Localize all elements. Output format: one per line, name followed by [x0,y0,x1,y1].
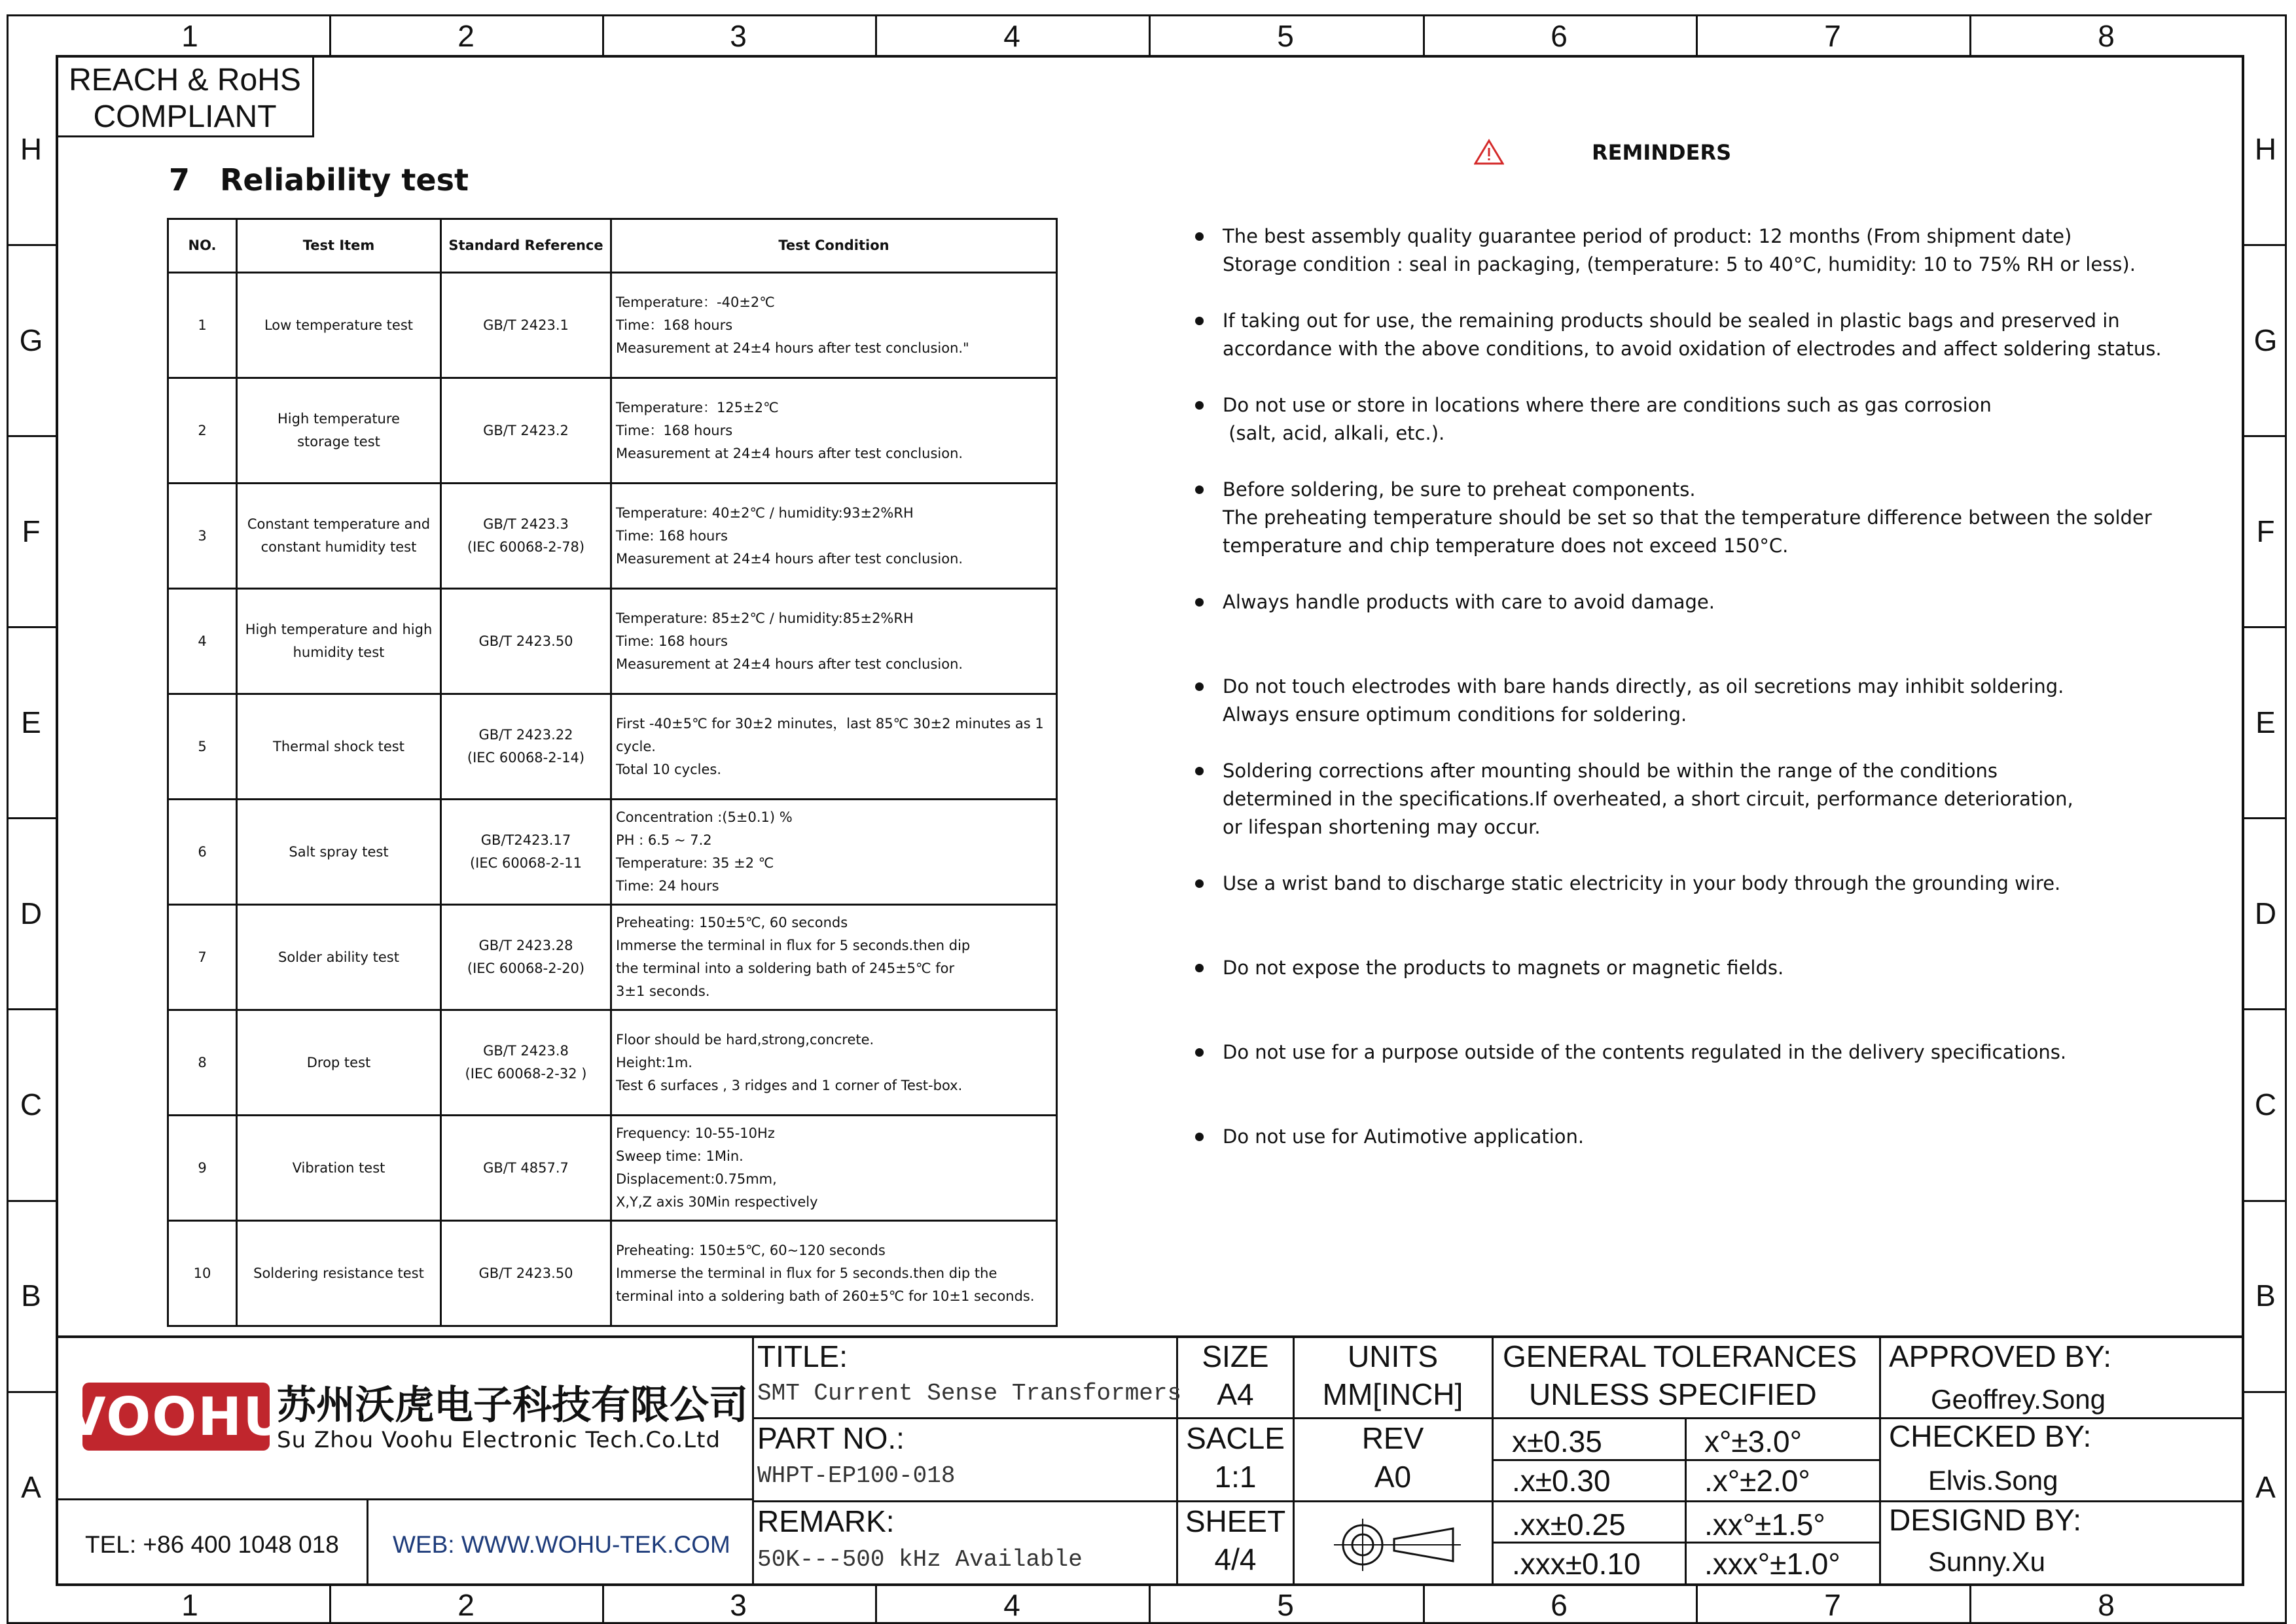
reminder-text: Soldering corrections after mounting should be within the range of the conditions determined in the specifications.If overheated, a short circuit, performance deterioration, or lifespan shortening may occur. [1223,760,2073,838]
remark-label: REMARK: [757,1504,895,1538]
title-value: SMT Current Sense Transformers [757,1380,1182,1407]
bullet-icon [1195,598,1204,607]
zone-col-label: 6 [1551,19,1568,53]
zone-col-label: 2 [457,19,475,53]
cell-test-condition-line: the terminal into a soldering bath of 245±5℃ for [616,961,955,976]
cell-test-item [237,800,441,905]
bullet-icon [1195,1133,1204,1141]
zone-row-label: F [2256,514,2275,548]
compliance-line-2: COMPLIANT [93,99,277,134]
cell-standard-reference-line: GB/T 2423.1 [483,317,569,333]
cell-no: 7 [168,905,237,1010]
remark-value: 50K---500 kHz Available [757,1546,1083,1573]
cell-standard-reference [441,1221,611,1326]
cell-test-condition-line: Total 10 cycles. [616,761,722,777]
table-header-row [168,219,1057,273]
cell-test-item [237,589,441,694]
cell-test-item-line: Soldering resistance test [253,1265,424,1281]
company-name-en: Su Zhou Voohu Electronic Tech.Co.Ltd [277,1427,721,1453]
header-test-condition: Test Condition [611,219,1057,273]
cell-no: 4 [168,589,237,694]
tolerance-linear-3: .xxx±0.10 [1512,1547,1641,1581]
tolerance-angular-0: x°±3.0° [1704,1424,1802,1458]
logo-text: VOOHU [65,1386,287,1447]
cell-test-item [237,1010,441,1116]
cell-standard-reference [441,1116,611,1221]
section-number: 7 [169,162,190,198]
table-row [168,1221,1057,1326]
cell-test-condition-line: Measurement at 24±4 hours after test conclusion. [616,445,963,461]
cell-test-condition-line: Temperature：125±2℃ [616,399,779,415]
designed-by-value: Sunny.Xu [1928,1546,2046,1577]
cell-test-condition-line: Immerse the terminal in flux for 5 seconds.then dip [616,938,971,953]
reminder-text: Do not touch electrodes with bare hands directly, as oil secretions may inhibit soldering. Always ensure optimum conditions for soldering. [1223,675,2064,726]
cell-standard-reference [441,905,611,1010]
section-title [169,162,469,198]
cell-no: 1 [168,273,237,378]
cell-test-condition-line: 3±1 seconds. [616,983,710,999]
cell-test-condition-line: Time: 24 hours [616,878,719,894]
zone-col-label: 6 [1551,1588,1568,1622]
sheet-label: SHEET [1185,1504,1286,1538]
company-web[interactable]: WEB: WWW.WOHU-TEK.COM [393,1531,730,1558]
cell-test-condition-line: cycle. [616,738,656,754]
zone-col-label: 4 [1003,1588,1020,1622]
approved-by-label: APPROVED BY: [1889,1339,2112,1373]
cell-test-item [237,273,441,378]
zone-row-label: A [21,1470,41,1504]
zone-col-label: 4 [1003,19,1020,53]
sheet-value: 4/4 [1214,1542,1257,1576]
zone-col-label: 5 [1277,1588,1294,1622]
units-label: UNITS [1348,1339,1438,1373]
cell-test-condition [611,273,1057,378]
reminder-text: Do not use for a purpose outside of the contents regulated in the delivery specifications. [1223,1041,2067,1063]
zone-row-label: G [19,323,43,357]
tolerances-title-2: UNLESS SPECIFIED [1529,1377,1817,1411]
cell-standard-reference-line: GB/T 2423.2 [483,422,569,438]
cell-test-condition-line: Preheating: 150±5℃, 60 seconds [616,915,848,930]
size-label: SIZE [1202,1339,1269,1373]
table-body [168,273,1057,1326]
cell-test-item [237,1116,441,1221]
reminder-text: Do not use for Autimotive application. [1223,1125,1585,1148]
bullet-icon [1195,401,1204,410]
cell-test-item-line: humidity test [293,644,385,660]
scale-label: SACLE [1186,1421,1285,1455]
zone-col-label: 7 [1824,19,1841,53]
rev-value: A0 [1374,1460,1412,1494]
cell-test-condition-line: Time: 168 hours [616,527,728,544]
cell-test-item-line: High temperature [278,411,400,427]
cell-test-item [237,905,441,1010]
zone-row-label: H [20,132,43,166]
table-row [168,273,1057,378]
cell-test-condition-line: Displacement:0.75mm, [616,1171,777,1187]
cell-standard-reference-line: GB/T 2423.50 [478,1265,573,1281]
cell-test-item-line: Vibration test [292,1159,386,1176]
cell-standard-reference-line: GB/T 2423.28 [478,938,573,953]
cell-test-condition-line: Measurement at 24±4 hours after test conclusion. [616,550,963,567]
cell-test-condition-line: X,Y,Z axis 30Min respectively [616,1194,818,1210]
cell-standard-reference-line: GB/T 2423.3 [483,516,569,532]
zone-col-label: 3 [730,1588,747,1622]
cell-test-condition [611,694,1057,800]
cell-test-condition-line: Temperature: 85±2℃ / humidity:85±2%RH [616,610,914,626]
cell-test-condition-line: Measurement at 24±4 hours after test conclusion. [616,656,963,672]
company-logo [65,1383,287,1451]
part-no-label: PART NO.: [757,1421,905,1455]
rev-label: REV [1361,1421,1424,1455]
cell-test-item [237,378,441,484]
warning-icon [1474,139,1504,165]
cell-test-condition-line: Temperature：-40±2℃ [616,294,775,310]
cell-standard-reference-line: GB/T2423.17 [480,832,571,848]
cell-test-condition-line: Measurement at 24±4 hours after test conclusion." [616,340,969,356]
title-label: TITLE: [757,1339,848,1373]
cell-test-condition [611,800,1057,905]
reminders-heading: REMINDERS [1592,140,1732,165]
cell-standard-reference-line: (IEC 60068-2-11 [469,855,583,871]
table-row [168,378,1057,484]
bullet-icon [1195,879,1204,888]
cell-test-item-line: High temperature and high [245,622,433,637]
zone-row-label: C [2254,1087,2277,1121]
reminder-text: Use a wrist band to discharge static electricity in your body through the grounding wire. [1223,872,2061,894]
cell-test-condition [611,589,1057,694]
cell-test-condition [611,905,1057,1010]
bullet-icon [1195,485,1204,494]
cell-standard-reference-line: GB/T 2423.8 [483,1043,569,1059]
cell-test-item-line: Low temperature test [264,317,414,333]
cell-test-condition-line: Frequency: 10-55-10Hz [616,1125,775,1141]
cell-test-item-line: Constant temperature and [247,516,431,532]
cell-test-item-line: constant humidity test [260,539,417,555]
table-row [168,1116,1057,1221]
cell-test-condition-line: Sweep time: 1Min. [616,1148,744,1164]
cell-standard-reference [441,589,611,694]
zone-col-label: 8 [2098,1588,2115,1622]
zone-row-label: H [2254,132,2277,166]
zone-col-label: 1 [181,1588,198,1622]
tolerance-angular-3: .xxx°±1.0° [1704,1547,1840,1581]
company-name-cn: 苏州沃虎电子科技有限公司 [277,1383,748,1428]
bullet-icon [1195,1048,1204,1057]
units-value: MM[INCH] [1322,1377,1463,1411]
bullet-icon [1195,682,1204,691]
cell-test-condition-line: Time：168 hours [616,317,733,333]
cell-test-item [237,694,441,800]
bullet-icon [1195,232,1204,241]
part-no-value: WHPT-EP100-018 [757,1462,956,1489]
cell-test-item-line: Solder ability test [278,949,399,965]
table-row [168,694,1057,800]
reliability-table [167,218,1058,1327]
cell-standard-reference-line: (IEC 60068-2-14) [467,750,585,766]
tolerance-linear-0: x±0.35 [1512,1424,1602,1458]
projection-symbol-icon [1322,1515,1466,1574]
header-no: NO. [168,219,237,273]
zone-row-label: F [22,514,41,548]
zone-col-label: 7 [1824,1588,1841,1622]
cell-standard-reference [441,800,611,905]
cell-standard-reference-line: GB/T 2423.50 [478,633,573,649]
designed-by-label: DESIGND BY: [1889,1503,2081,1537]
bullet-icon [1195,317,1204,325]
zone-col-label: 8 [2098,19,2115,53]
header-test-item: Test Item [237,219,441,273]
cell-test-item [237,1221,441,1326]
reminder-text: Always handle products with care to avoid damage. [1223,591,1715,613]
cell-test-condition-line: Preheating: 150±5℃, 60~120 seconds [616,1242,886,1258]
cell-test-condition [611,378,1057,484]
cell-test-condition-line: PH : 6.5 ~ 7.2 [616,832,712,848]
cell-standard-reference [441,484,611,589]
cell-test-condition-line: Time：168 hours [616,422,733,438]
cell-no: 2 [168,378,237,484]
company-tel: TEL: +86 400 1048 018 [85,1531,339,1558]
cell-test-condition-line: Temperature: 35 ±2 ℃ [616,855,774,871]
cell-test-condition-line: Test 6 surfaces , 3 ridges and 1 corner of Test-box. [616,1077,963,1093]
cell-test-condition [611,1221,1057,1326]
cell-standard-reference [441,694,611,800]
cell-test-item-line: Salt spray test [289,843,389,860]
table-row [168,800,1057,905]
header-standard-reference: Standard Reference [441,219,611,273]
reminder-text: Do not expose the products to magnets or magnetic fields. [1223,957,1784,979]
cell-test-condition-line: Temperature: 40±2℃ / humidity:93±2%RH [616,504,914,521]
zone-row-label: G [2253,323,2278,357]
zone-row-label: E [21,705,41,739]
cell-test-condition-line: terminal into a soldering bath of 260±5℃ for 10±1 seconds. [616,1288,1035,1304]
cell-standard-reference [441,1010,611,1116]
zone-col-label: 3 [730,19,747,53]
cell-standard-reference-line: (IEC 60068-2-78) [467,539,585,555]
cell-no: 5 [168,694,237,800]
cell-test-condition-line: Concentration :(5±0.1) % [616,809,793,825]
cell-standard-reference [441,273,611,378]
tolerance-linear-2: .xx±0.25 [1512,1508,1626,1542]
cell-no: 8 [168,1010,237,1116]
zone-row-label: E [2255,705,2276,739]
cell-test-condition [611,1010,1057,1116]
cell-test-item [237,484,441,589]
cell-test-condition-line: Time: 168 hours [616,633,728,649]
bullet-icon [1195,767,1204,775]
table-row [168,484,1057,589]
zone-row-label: C [20,1087,43,1121]
cell-no: 6 [168,800,237,905]
reminder-text: Do not use or store in locations where there are conditions such as gas corrosion (salt, acid, alkali, etc.). [1223,394,1992,444]
cell-standard-reference-line: (IEC 60068-2-32 ) [465,1066,587,1082]
zone-row-label: A [2255,1470,2276,1504]
bullet-icon [1195,964,1204,972]
table-row [168,589,1057,694]
section-title-text: Reliability test [220,162,469,198]
approved-by-value: Geoffrey.Song [1931,1384,2106,1415]
scale-value: 1:1 [1214,1460,1257,1494]
tolerance-linear-1: .x±0.30 [1512,1464,1611,1498]
reminder-text: Before soldering, be sure to preheat components. The preheating temperature should be set so that the temperature difference between the solder temperature and chip temperature does not exceed 150°C. [1223,478,2152,557]
tolerance-angular-1: .x°±2.0° [1704,1464,1810,1498]
reminder-text: The best assembly quality guarantee period of product: 12 months (From shipment date) Storage condition : seal in packaging, (temperature: 5 to 40°C, humidity: 10 to 75% RH or less). [1223,225,2136,275]
cell-no: 10 [168,1221,237,1326]
cell-standard-reference-line: GB/T 4857.7 [483,1159,569,1176]
cell-test-condition-line: First -40±5℃ for 30±2 minutes，last 85℃ 30±2 minutes as 1 [616,715,1044,732]
cell-standard-reference [441,378,611,484]
cell-test-condition-line: Immerse the terminal in flux for 5 seconds.then dip the [616,1265,997,1281]
checked-by-value: Elvis.Song [1928,1465,2058,1496]
cell-standard-reference-line: GB/T 2423.22 [478,727,573,743]
zone-row-label: B [21,1279,41,1313]
compliance-badge [56,55,314,137]
zone-row-label: D [20,896,43,930]
cell-no: 9 [168,1116,237,1221]
cell-no: 3 [168,484,237,589]
cell-test-item-line: storage test [297,434,380,450]
checked-by-label: CHECKED BY: [1889,1419,2092,1453]
zone-row-label: D [2254,896,2277,930]
size-value: A4 [1217,1377,1254,1411]
tolerance-angular-2: .xx°±1.5° [1704,1508,1825,1542]
table-row [168,1010,1057,1116]
cell-test-condition [611,484,1057,589]
table-row [168,905,1057,1010]
zone-col-label: 2 [457,1588,475,1622]
reminder-text: If taking out for use, the remaining products should be sealed in plastic bags and preserved in accordance with the above conditions, to avoid oxidation of electrodes and affect soldering status. [1223,309,2162,360]
cell-standard-reference-line: (IEC 60068-2-20) [467,961,585,976]
zone-col-label: 1 [181,19,198,53]
zone-row-label: B [2255,1279,2276,1313]
cell-test-condition [611,1116,1057,1221]
cell-test-item-line: Thermal shock test [273,738,404,754]
zone-col-label: 5 [1277,19,1294,53]
cell-test-condition-line: Height:1m. [616,1054,692,1070]
tolerances-title-1: GENERAL TOLERANCES [1503,1339,1857,1373]
compliance-line-1: REACH & RoHS [69,63,301,97]
cell-test-condition-line: Floor should be hard,strong,concrete. [616,1031,874,1048]
cell-test-item-line: Drop test [306,1054,371,1070]
